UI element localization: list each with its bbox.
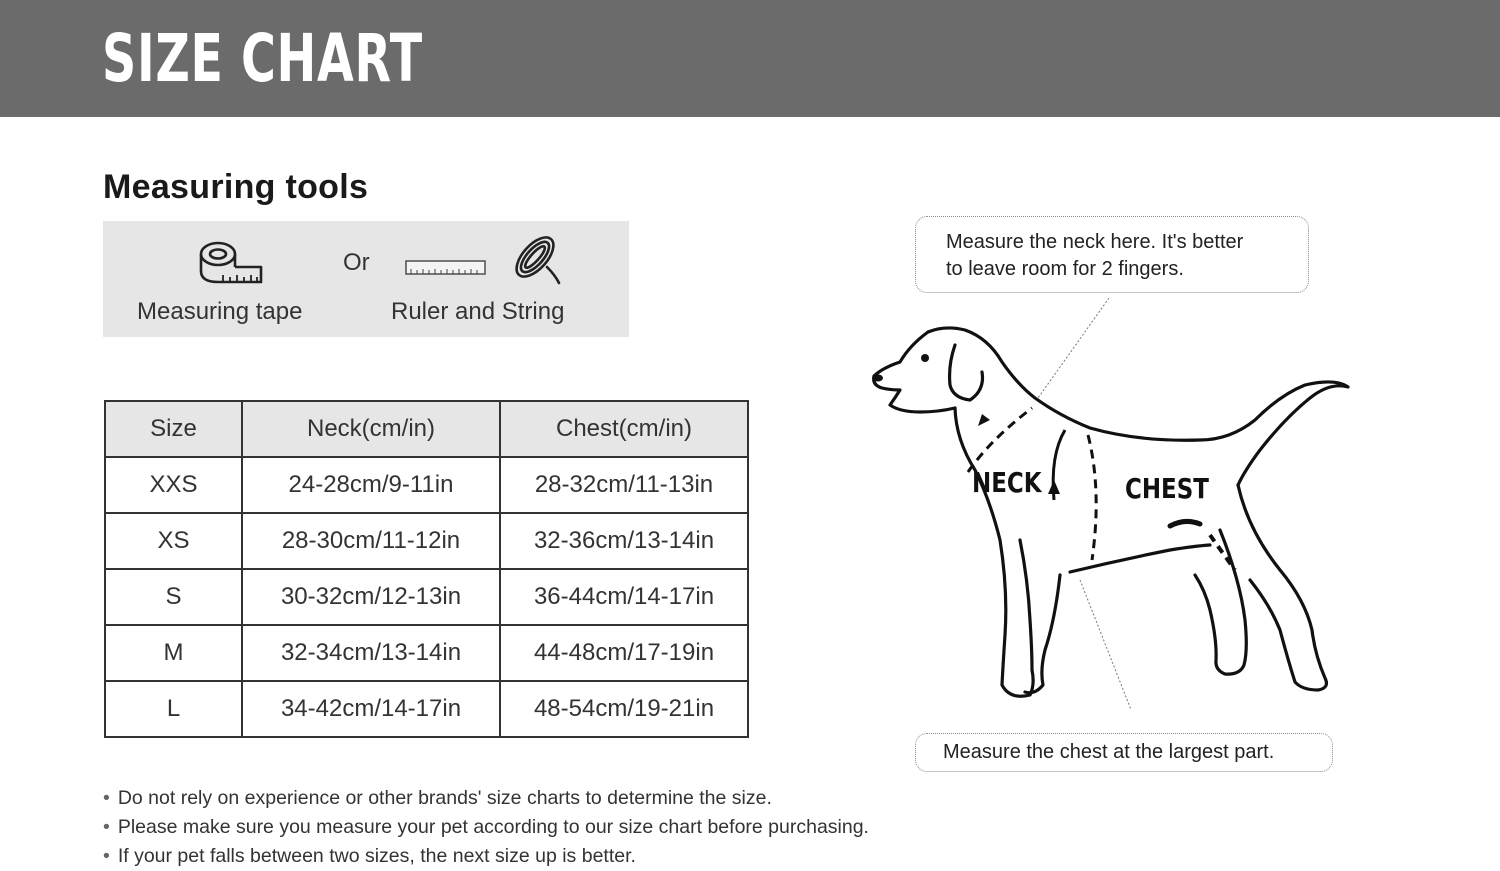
chest-leader-line xyxy=(1080,580,1139,710)
neck-tip-line-2: to leave room for 2 fingers. xyxy=(946,258,1184,280)
ruler-string-label: Ruler and String xyxy=(391,298,565,325)
ruler-icon xyxy=(405,259,487,277)
dog-illustration xyxy=(860,290,1360,710)
neck-arrow xyxy=(978,414,990,426)
table-row xyxy=(105,513,748,569)
or-label: Or xyxy=(343,249,370,276)
chest-cell: 28-32cm/11-13in xyxy=(500,457,748,513)
string-coil-icon xyxy=(503,229,567,289)
page-title: SIZE CHART xyxy=(102,20,423,97)
size-cell: XXS xyxy=(105,457,242,513)
measuring-tools-panel xyxy=(103,221,629,337)
size-cell: L xyxy=(105,681,242,737)
neck-measure-line xyxy=(968,408,1032,472)
measuring-tape-label: Measuring tape xyxy=(137,298,303,325)
note-item: • Please make sure you measure your pet according to our size chart before purchasing. xyxy=(103,813,869,842)
neck-tip-line-1: Measure the neck here. It's better xyxy=(946,231,1244,253)
table-header-row xyxy=(105,401,748,457)
belly-mark xyxy=(1170,521,1200,526)
dog-eye xyxy=(921,354,929,362)
measuring-tape-icon xyxy=(197,239,265,287)
neck-cell: 28-30cm/11-12in xyxy=(242,513,500,569)
header-neck: Neck(cm/in) xyxy=(242,401,500,457)
measuring-tools-title: Measuring tools xyxy=(103,168,369,206)
header-chest: Chest(cm/in) xyxy=(500,401,748,457)
size-cell: M xyxy=(105,625,242,681)
table-row xyxy=(105,569,748,625)
neck-cell: 24-28cm/9-11in xyxy=(242,457,500,513)
note-item: • If your pet falls between two sizes, the next size up is better. xyxy=(103,842,869,871)
chest-cell: 48-54cm/19-21in xyxy=(500,681,748,737)
neck-leader-line xyxy=(1038,298,1109,398)
dog-outline xyxy=(874,328,1348,696)
chest-tip-text: Measure the chest at the largest part. xyxy=(943,741,1275,763)
chest-arrow xyxy=(1048,480,1060,494)
chest-cell: 44-48cm/17-19in xyxy=(500,625,748,681)
size-table xyxy=(104,400,749,738)
header-banner xyxy=(0,0,1500,117)
neck-label: NECK xyxy=(972,466,1042,500)
chest-tip-callout xyxy=(915,733,1333,772)
chest-cell: 32-36cm/13-14in xyxy=(500,513,748,569)
neck-tip-callout xyxy=(915,216,1309,293)
neck-cell: 34-42cm/14-17in xyxy=(242,681,500,737)
header-size: Size xyxy=(105,401,242,457)
table-row xyxy=(105,457,748,513)
chest-label: CHEST xyxy=(1125,472,1209,506)
note-item: • Do not rely on experience or other brands' size charts to determine the size. xyxy=(103,784,869,813)
size-cell: XS xyxy=(105,513,242,569)
neck-cell: 32-34cm/13-14in xyxy=(242,625,500,681)
chest-measure-line xyxy=(1088,435,1096,560)
table-row xyxy=(105,625,748,681)
chest-cell: 36-44cm/14-17in xyxy=(500,569,748,625)
neck-cell: 30-32cm/12-13in xyxy=(242,569,500,625)
size-cell: S xyxy=(105,569,242,625)
dog-nose xyxy=(873,375,883,382)
notes-list xyxy=(103,784,869,871)
table-row xyxy=(105,681,748,737)
